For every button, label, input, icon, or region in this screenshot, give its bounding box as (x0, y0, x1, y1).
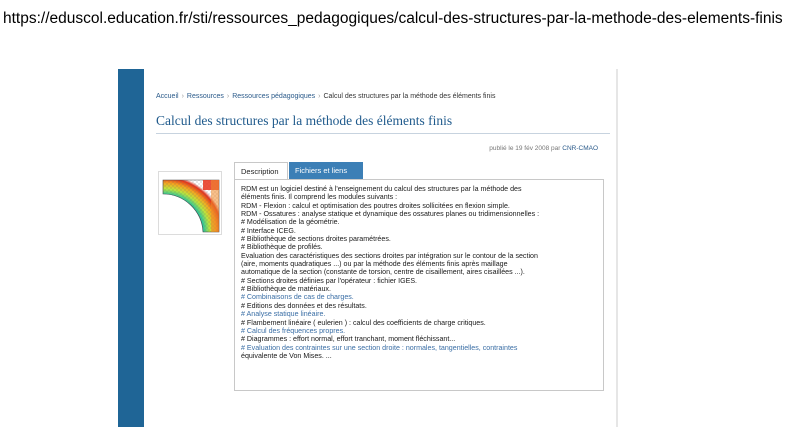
breadcrumb-separator: › (226, 93, 230, 100)
description-line: éléments finis. Il comprend les modules suivants : (241, 193, 398, 202)
description-line: (aire, moments quadratiques ...) ou par la méthode des éléments finis après maillage (241, 260, 508, 269)
description-line: RDM est un logiciel destiné à l'enseignement du calcul des structures par la méthode des (241, 185, 522, 193)
description-line: Evaluation des caractéristiques des sections droites par intégration sur le contour de la section (241, 251, 538, 260)
breadcrumb (156, 93, 610, 100)
description-line: RDM - Flexion : calcul et optimisation des poutres droites sollicitées en flexion simple. (241, 201, 510, 210)
url-caption: https://eduscol.education.fr/sti/ressources_pedagogiques/calcul-des-structures-par-la-methode-des-elements-finis (3, 10, 783, 27)
breadcrumb-home-link[interactable]: Accueil (156, 93, 179, 100)
description-link[interactable]: # Evaluation des contraintes sur une section droite : normales, tangentielles, contraintes (241, 343, 518, 352)
description-line: # Bibliothèque de matériaux. (241, 285, 331, 294)
description-line: équivalente de Von Mises. ... (241, 351, 332, 360)
description-link[interactable]: # Calcul des fréquences propres. (241, 326, 346, 335)
description-line: # Interface ICEG. (241, 226, 296, 235)
breadcrumb-resources-link[interactable]: Ressources (186, 93, 224, 100)
breadcrumb-separator: › (318, 93, 321, 100)
stress-contour-plot-icon (158, 171, 222, 235)
description-line: # Bibliothèque de sections droites paramétrées. (241, 235, 391, 244)
breadcrumb-pedagogical-link[interactable]: Ressources pédagogiques (232, 93, 316, 100)
tab-files-and-links[interactable]: Fichiers et liens (289, 162, 363, 180)
description-line: # Flambement linéaire ( eulerien ) : calcul des coefficients de charge critiques. (241, 318, 486, 327)
tab-description[interactable]: Description (234, 162, 288, 180)
description-line: # Editions des données et des résultats. (241, 301, 367, 310)
thumbnail-graphic (159, 172, 222, 235)
description-link[interactable]: # Analyse statique linéaire. (241, 310, 326, 319)
description-line: # Modélisation de la géométrie. (241, 218, 340, 227)
description-link[interactable]: # Combinaisons de cas de charges. (241, 293, 354, 302)
page-screenshot (118, 69, 618, 427)
publication-info (489, 145, 598, 152)
description-line: # Bibliothèque de profilés. (241, 243, 323, 252)
sidebar-stripe (118, 69, 144, 427)
title-divider (156, 133, 610, 134)
publication-date: publié le 19 fév 2008 par (489, 145, 561, 152)
breadcrumb-current: Calcul des structures par la méthode des éléments finis (323, 93, 496, 100)
description-line: automatique de la section (constante de torsion, centre de cisaillement, aires cisaillées ...). (241, 268, 525, 277)
breadcrumb-separator: › (181, 93, 184, 100)
main-content (156, 69, 610, 427)
description-line: RDM - Ossatures : analyse statique et dynamique des ossatures planes ou tridimensionnelles : (241, 210, 540, 219)
description-panel (234, 179, 604, 391)
description-line: # Sections droites définies par l'opérateur : fichier IGES. (241, 276, 418, 285)
page-title: Calcul des structures par la méthode des éléments finis (156, 113, 453, 128)
description-line: # Diagrammes : effort normal, effort tranchant, moment fléchissant... (241, 335, 456, 344)
page-edge (616, 69, 618, 427)
author-link[interactable]: CNR-CMAO (562, 145, 598, 152)
